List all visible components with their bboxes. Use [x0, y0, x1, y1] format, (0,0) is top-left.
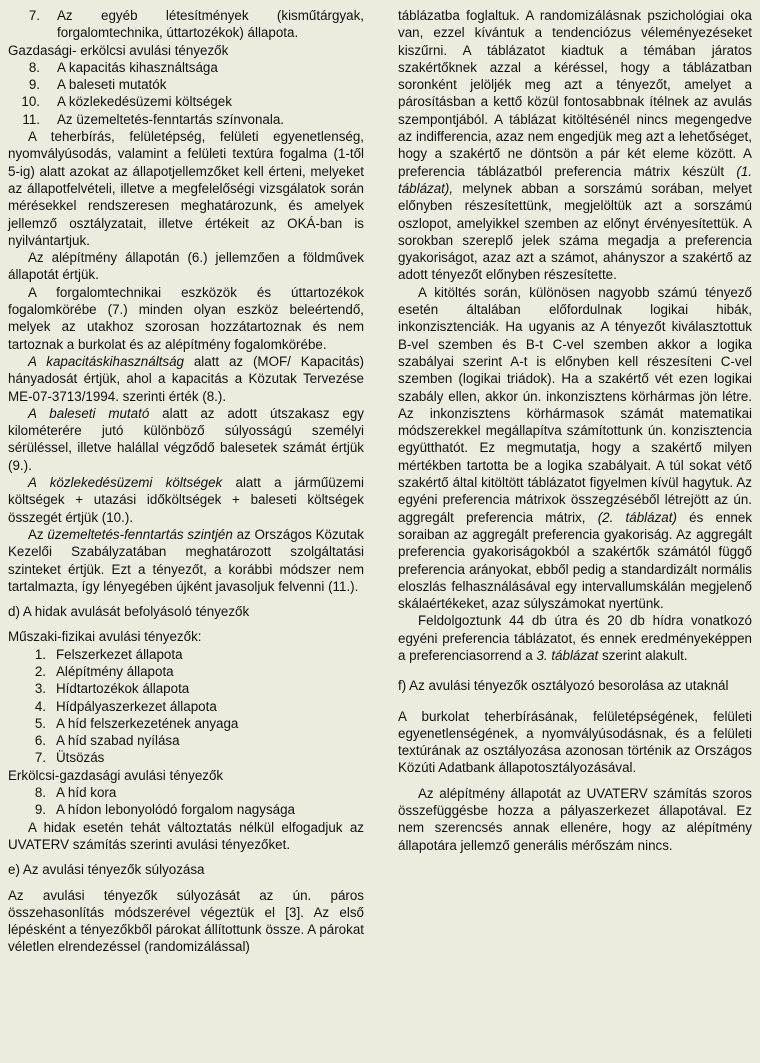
item-text: A híd szabad nyílása	[56, 733, 180, 749]
list-item	[8, 76, 364, 93]
list-item	[8, 646, 364, 663]
paragraph: A teherbírás, felületépség, felületi egyenetlenség, nyomvályúsodás, valamint a felületi textúra fogalma (1-től 5-ig) alatt azokat az állapotjellemzőket kell érteni, melyeket az állapotfelvételi, illetve a megfelelőségi vizsgálatok során mérésekkel rendszeresen meghatározunk, és amelyek jellemző osztályzatait, illetve értékeit az OKÁ-ban is nyilvántartjuk.	[8, 129, 364, 248]
item-number: 7.	[34, 750, 46, 766]
paragraph-text: Az	[28, 526, 48, 542]
item-text: Hídpályaszerkezet állapota	[56, 698, 217, 714]
item-number: 4.	[34, 698, 46, 714]
list-item	[8, 801, 364, 818]
spacer	[8, 620, 364, 628]
paragraph-text: szerint alakult.	[598, 647, 688, 663]
list-item	[8, 663, 364, 680]
item-number: 9.	[34, 802, 46, 818]
item-number: 3.	[34, 681, 46, 697]
item-number: 2.	[34, 663, 46, 679]
item-text: Alépítmény állapota	[56, 663, 174, 679]
left-column	[8, 7, 364, 956]
paragraph-text: táblázatba foglaltuk. A randomizálásnak pszichológiai oka van, ezzel kívántuk a tendenciózus véleményezéseket kiszűrni. A táblázatot kiadtuk a témában járatos szakértőknek azzal a kéréssel, hogy a táblázatban soronként jelöljék meg azt a tényezőt, amelyet a párosításban a kettő közül fontosabbnak ítélnek az avulás szempontjából. A táblázat kitöltésénél nincs megengedve az indifferencia, azaz nem engedjük meg azt a lehetőséget, hogy a szakértő ne döntsön a pár két eleme között. A preferencia táblázatból preferencia mátrix készült	[398, 8, 752, 179]
item-text: A kapacitás kihasználtsága	[57, 59, 218, 75]
item-number: 6.	[34, 733, 46, 749]
item-text: Felszerkezet állapota	[56, 646, 183, 662]
spacer	[8, 595, 364, 603]
item-text: A közlekedésüzemi költségek	[57, 94, 232, 110]
section-heading-d: d) A hidak avulását befolyásoló tényezők	[8, 604, 250, 620]
paragraph: Az alépítmény állapotán (6.) jellemzően a földművek állapotát értjük.	[8, 250, 364, 283]
paragraph-text: az Országos Közutak Kezelői Szabályzatában meghatározott szolgáltatási szinteket értjük. Ezt a tényezőt, a korábbi módszer nem tartalmazta, így lényegében újként javasoljuk felvenni (11.).	[8, 526, 364, 594]
emphasis: A kapacitáskihasználtság	[28, 353, 184, 369]
list-item	[8, 749, 364, 766]
item-text: A baleseti mutatók	[57, 77, 167, 93]
paragraph: Az alépítmény állapotát az UVATERV számítás szoros összefüggésbe hozza a pályaszerkezet állapotával. Ez nem szerencsés annak ellenére, hogy az alépítmény állapotára jellemző generális mérőszám nincs.	[398, 785, 752, 853]
item-number: 1.	[34, 646, 46, 662]
paragraph-text: A kitöltés során, különösen nagyobb számú tényező esetén általában előfordulnak logikai hibák, inkonzisztenciák. Ha ugyanis az A tényezőt kiválasztottuk B-vel szemben és B-t C-vel szemben akkor a logika szabályai szerint A-t is előnyben kell részesíteni C-vel szemben (logikai triádok). Ha a szakértő vét ezen logikai szabály ellen, akkor ún. inkonzisztens körhármas jön létre. Az inkonzisztens körhármasok számát matematikai módszerekkel megállapítva számítottunk ún. konzisztencia együtthatót. Ez megmutatja, hogy a szakértő milyen mértékben tartotta be a logika szabályait. A túl sokat vétő szakértő által kitöltött táblázatot figyelmen kívül hagytuk. Az egyéni preferencia mátrixok összegzéséből létrejött az ún. aggregált preferencia mátrix,	[398, 284, 752, 525]
item-text: Az egyéb létesítmények (kisműtárgyak, forgalomtechnika, úttartozékok) állapota.	[57, 8, 364, 41]
paragraph	[8, 405, 364, 474]
paragraph	[398, 7, 752, 284]
spacer	[8, 853, 364, 861]
item-text: Az üzemeltetés-fenntartás színvonala.	[57, 111, 285, 127]
paragraph	[8, 353, 364, 405]
list-item	[8, 784, 364, 801]
section-heading-f: f) Az avulási tényezők osztályozó besorolása az utaknál	[398, 678, 729, 694]
paragraph	[8, 474, 364, 526]
spacer	[398, 777, 752, 785]
item-number: 11.	[22, 111, 40, 127]
list-item	[8, 7, 364, 42]
item-text: A híd kora	[56, 785, 117, 801]
list-item	[8, 680, 364, 697]
paragraph-text: és ennek soraiban az aggregált preferencia gyakoriság. Az aggregált preferencia gyakoriságokból a szakértők számától függő preferencia arányokat, ebből pedig a standardizált normális eloszlás felhasználásával egy intervallumskálán megjelenő skálaértékeket, azaz súlyszámokat nyertünk.	[398, 509, 752, 612]
list-item	[8, 59, 364, 76]
list-item	[8, 732, 364, 749]
item-number: 7.	[28, 8, 40, 23]
item-number: 10.	[21, 94, 40, 110]
emphasis: üzemeltetés-fenntartás szintjén	[47, 526, 233, 542]
paragraph	[398, 284, 752, 613]
paragraph-text: alatt az (MOF/ Kapacitás) hányadosát értjük, ahol a kapacitás a Közutak Tervezése ME-07-3713/1994. szerinti érték (8.).	[8, 353, 364, 404]
emphasis: (2. táblázat)	[597, 509, 677, 525]
spacer	[8, 879, 364, 887]
paragraph-text: Feldolgoztunk 44 db útra és 20 db hídra vonatkozó egyéni preferencia táblázatot, és ennek eredményeképpen a preferenciasorrend a	[398, 613, 752, 663]
paragraph	[8, 526, 364, 595]
paragraph	[398, 612, 752, 664]
item-number: 5.	[34, 715, 46, 731]
section-heading-e: e) Az avulási tényezők súlyozása	[8, 862, 205, 878]
list-item	[8, 111, 364, 128]
item-number: 8.	[28, 59, 40, 75]
paragraph: A forgalomtechnikai eszközök és úttartozékok fogalomkörébe (7.) minden olyan eszköz beleértendő, melyek az utakhoz szorosan hozzátartoznak és nem tartoznak a burkolat és az alépítmény fogalomkörébe.	[8, 284, 364, 352]
list-item	[8, 698, 364, 715]
emphasis: 3. táblázat	[536, 647, 599, 663]
emphasis: A közlekedésüzemi költségek	[28, 475, 223, 491]
spacer	[398, 695, 752, 708]
list-item	[8, 715, 364, 732]
list-item	[8, 93, 364, 110]
subheading-economic-factors: Gazdasági- erkölcsi avulási tényezők	[8, 42, 229, 58]
spacer	[398, 664, 752, 677]
item-text: A híd felszerkezetének anyaga	[56, 715, 239, 731]
item-text: Ütsözás	[56, 750, 105, 766]
item-text: A hídon lebonyolódó forgalom nagysága	[56, 802, 295, 818]
right-column	[398, 7, 752, 854]
emphasis: A baleseti mutató	[28, 405, 150, 421]
item-text: Hídtartozékok állapota	[56, 681, 190, 697]
emphasis: (1. táblázat),	[398, 163, 752, 196]
item-number: 8.	[34, 785, 46, 801]
paragraph: A hidak esetén tehát változtatás nélkül elfogadjuk az UVATERV számítás szerinti avulási tényezőket.	[8, 819, 364, 852]
subheading-moral-economic-factors: Erkölcsi-gazdasági avulási tényezők	[8, 767, 224, 783]
paragraph-text: alatt az adott útszakasz egy kilométerére jutó különböző súlyosságú személyi sérüléssel, illetve halállal végződő balesetek számát értjük (9.).	[8, 405, 365, 473]
paragraph-text: alatt a járműüzemi költségek + utazási időköltségek + baleseti költségek összegét értjük (10.).	[8, 475, 364, 525]
subheading-technical-factors: Műszaki-fizikai avulási tényezők:	[8, 629, 202, 645]
item-number: 9.	[28, 77, 40, 93]
paragraph: Az avulási tényezők súlyozását az ún. páros összehasonlítás módszerével végeztük el [3]. Az első lépésként a tényezőkből párokat állítottunk össze. A párokat véletlen elrendezéssel (randomizálással)	[8, 887, 364, 955]
paragraph-text: melynek abban a sorszámú sorában, melyet előnyben részesítettünk, megjelöltük azt a sorszámú oszlopot, amelyikkel szemben az előnyt érvényesítettük. A sorokban szereplő jelek száma megadja a preferencia gyakoriságot, azaz azt a számot, ahányszor a szakértő az adott tényezőt előnyben részesítette.	[398, 180, 752, 283]
paragraph: A burkolat teherbírásának, felületépségének, felületi egyenetlenségének, a nyomvályúsodásnak, és a felületi textúrának az osztályozása azonosan történik az Országos Közúti Adatbank állapotosztályozásával.	[398, 708, 752, 776]
